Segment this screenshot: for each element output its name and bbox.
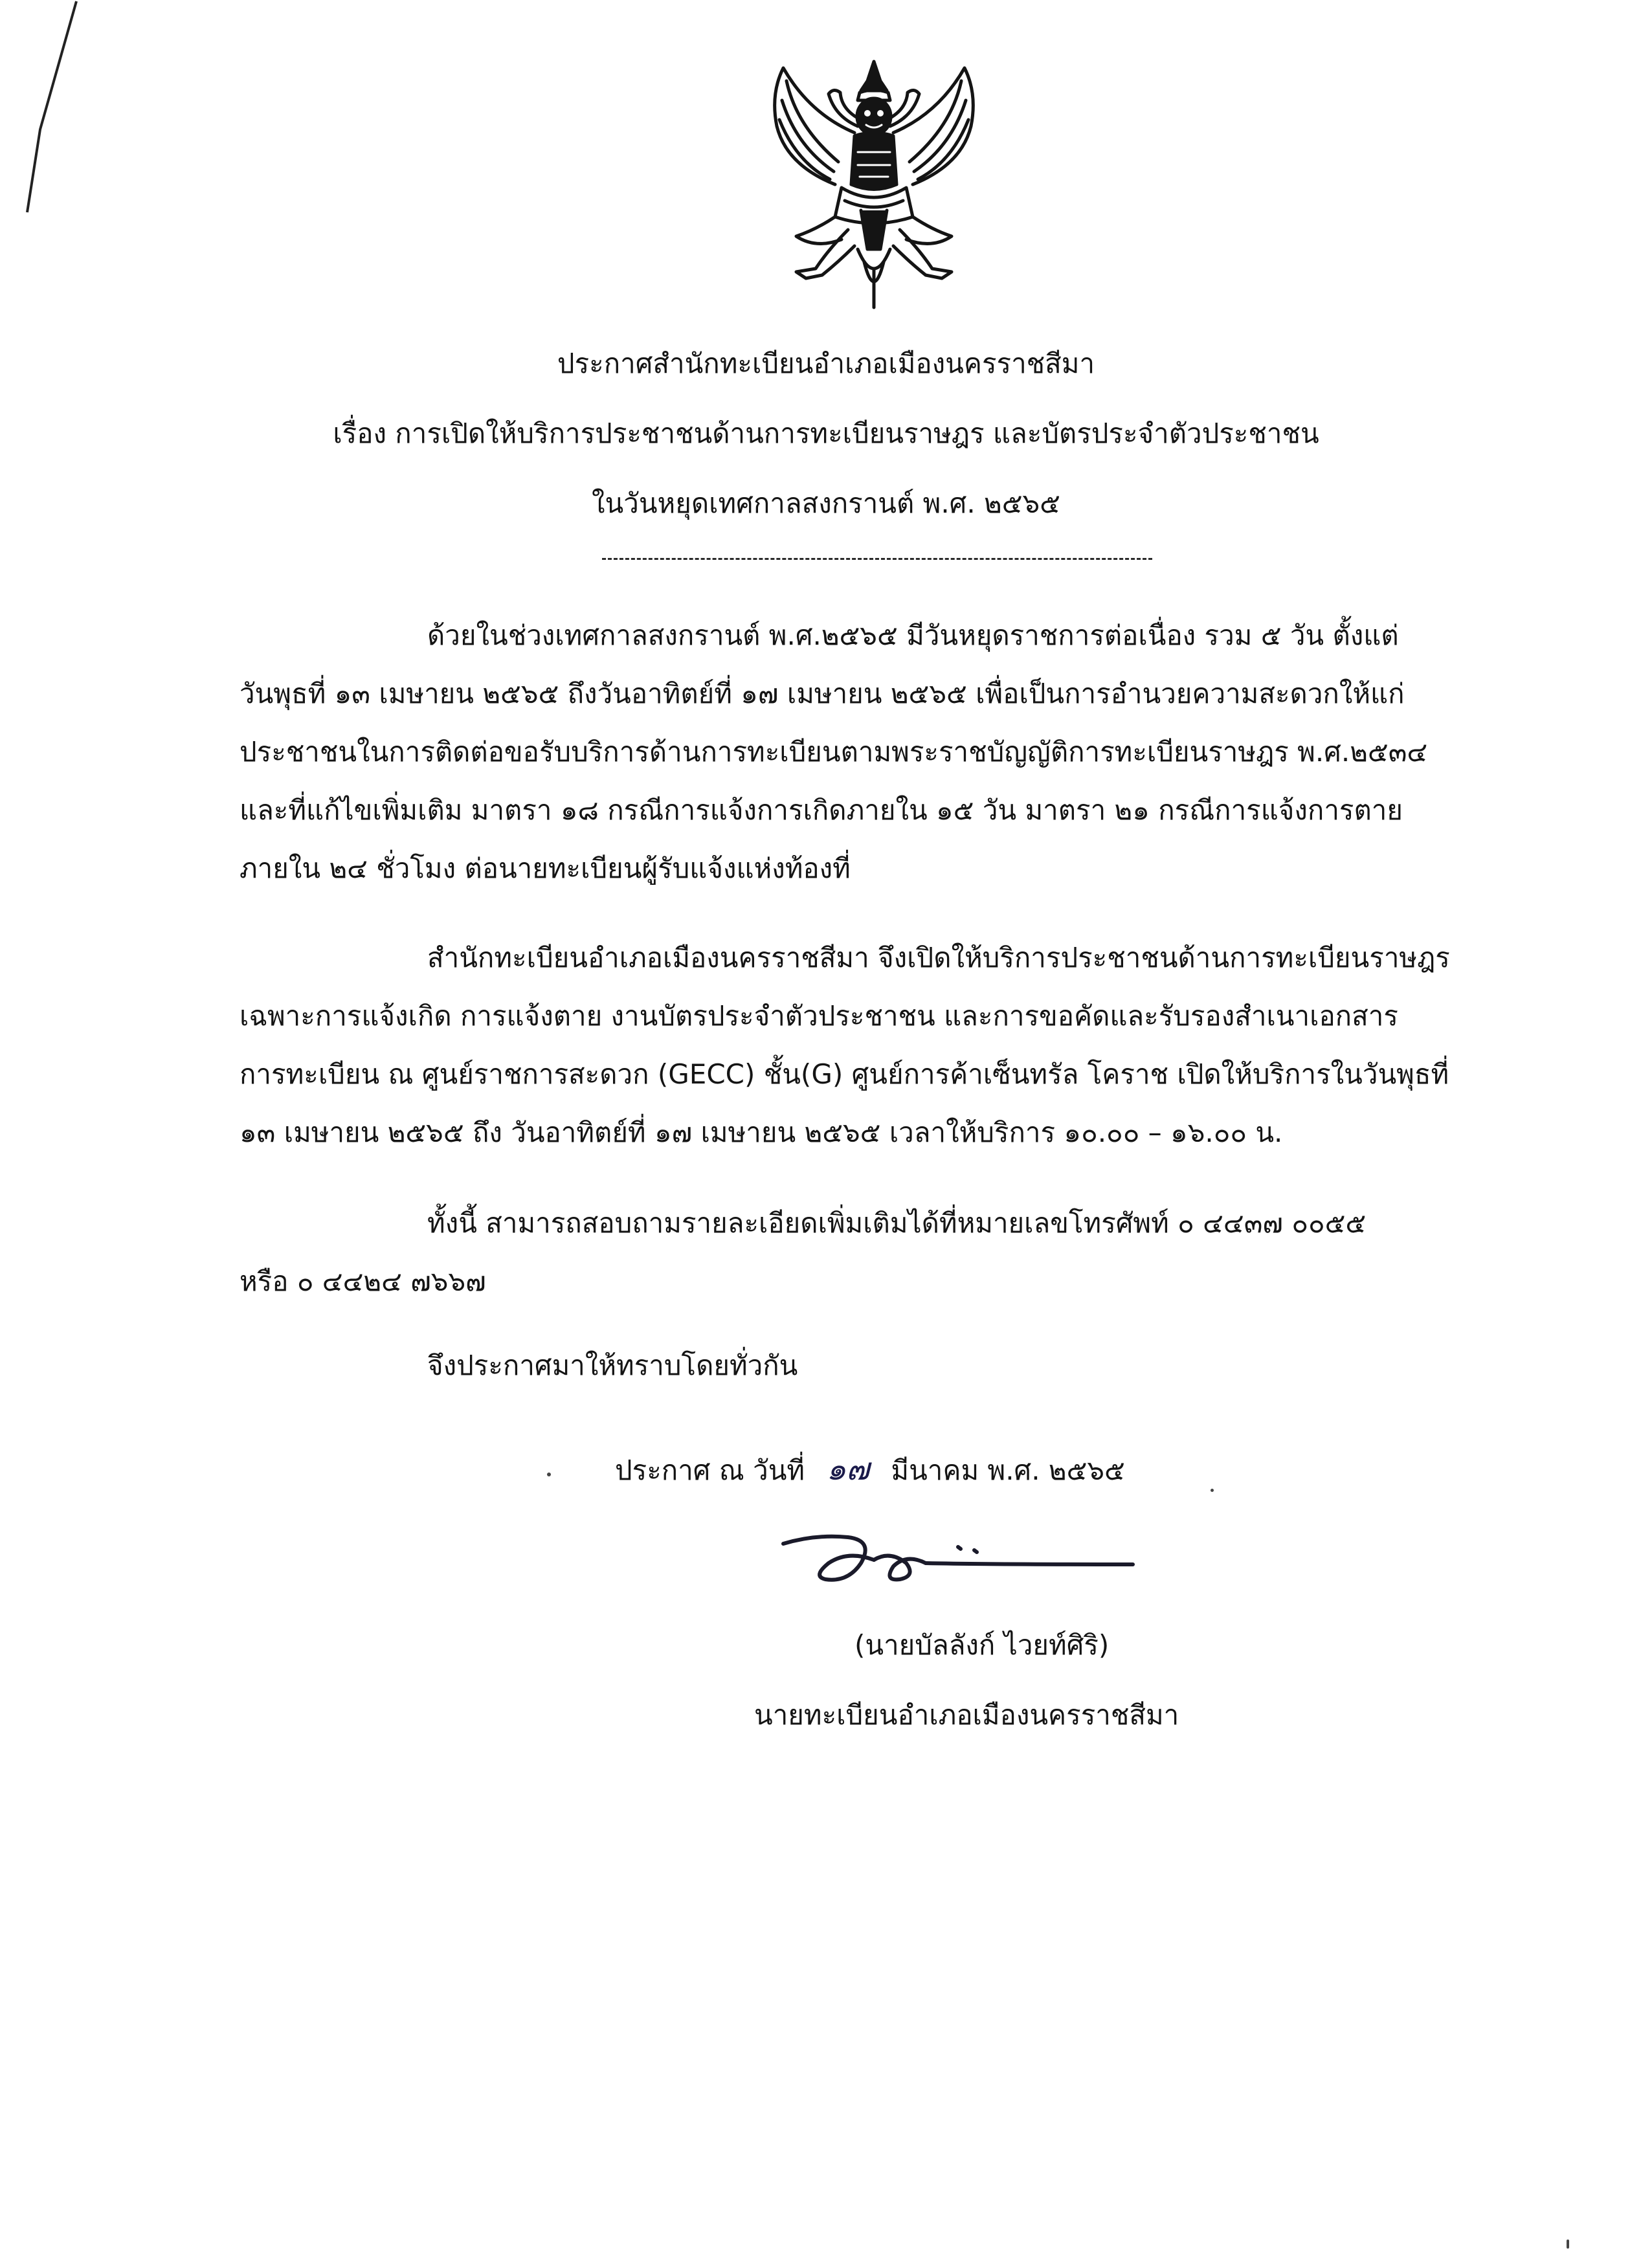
paragraph-1-line-4: และที่แก้ไขเพิ่มเติม มาตรา ๑๘ กรณีการแจ้งการเกิดภายใน ๑๕ วัน มาตรา ๒๑ กรณีการแจ้งการตาย <box>240 794 1403 826</box>
paragraph-2-line-3: การทะเบียน ณ ศูนย์ราชการสะดวก (GECC) ชั้น(G) ศูนย์การค้าเซ็นทรัล โคราช เปิดให้บริการในวันพุธที่ <box>240 1058 1449 1090</box>
paragraph-3-line-2: หรือ ๐ ๔๔๒๔ ๗๖๖๗ <box>240 1265 486 1297</box>
scan-speck <box>1211 1489 1214 1492</box>
handwritten-signature-icon <box>777 1524 1139 1615</box>
announcement-date <box>615 1450 1125 1490</box>
scan-speck <box>547 1473 551 1476</box>
paragraph-2-line-4: ๑๓ เมษายน ๒๕๖๕ ถึง วันอาทิตย์ที่ ๑๗ เมษายน ๒๕๖๕ เวลาให้บริการ ๑๐.๐๐ – ๑๖.๐๐ น. <box>240 1117 1283 1148</box>
paragraph-1-line-3: ประชาชนในการติดต่อขอรับบริการด้านการทะเบียนตามพระราชบัญญัติการทะเบียนราษฎร พ.ศ.๒๕๓๔ <box>240 736 1428 768</box>
scan-speck <box>1567 2240 1569 2249</box>
signer-position: นายทะเบียนอำเภอเมืองนครราชสีมา <box>754 1699 1179 1731</box>
paragraph-1-line-1: ด้วยในช่วงเทศกาลสงกรานต์ พ.ศ.๒๕๖๕ มีวันหยุดราชการต่อเนื่อง รวม ๕ วัน ตั้งแต่ <box>427 619 1399 651</box>
announcement-subject-continued: ในวันหยุดเทศกาลสงกรานต์ พ.ศ. ๒๕๖๕ <box>592 487 1060 519</box>
handwritten-day: ๑๗ <box>826 1451 870 1487</box>
date-prefix: ประกาศ ณ วันที่ <box>615 1454 805 1486</box>
paragraph-2-line-2: เฉพาะการแจ้งเกิด การแจ้งตาย งานบัตรประจำตัวประชาชน และการขอคัดและรับรองสำเนาเอกสาร <box>240 1000 1398 1032</box>
announcement-subject: เรื่อง การเปิดให้บริการประชาชนด้านการทะเบียนราษฎร และบัตรประจำตัวประชาชน <box>333 417 1319 449</box>
signer-name: (นายบัลลังก์ ไวยท์ศิริ) <box>854 1629 1110 1661</box>
dashed-divider <box>602 558 1152 560</box>
date-suffix: มีนาคม พ.ศ. ๒๕๖๕ <box>891 1454 1125 1486</box>
announcement-title: ประกาศสำนักทะเบียนอำเภอเมืองนครราชสีมา <box>557 348 1095 379</box>
paragraph-1-line-2: วันพุธที่ ๑๓ เมษายน ๒๕๖๕ ถึงวันอาทิตย์ที่ ๑๗ เมษายน ๒๕๖๕ เพื่อเป็นการอำนวยความสะดวกให้แก่ <box>240 678 1405 709</box>
folded-corner <box>0 0 78 220</box>
closing-statement: จึงประกาศมาให้ทราบโดยทั่วกัน <box>427 1350 798 1381</box>
paragraph-3-line-1: ทั้งนี้ สามารถสอบถามรายละเอียดเพิ่มเติมได้ที่หมายเลขโทรศัพท์ ๐ ๔๔๓๗ ๐๐๕๕ <box>427 1207 1367 1239</box>
paragraph-2-line-1: สำนักทะเบียนอำเภอเมืองนครราชสีมา จึงเปิดให้บริการประชาชนด้านการทะเบียนราษฎร <box>427 942 1450 973</box>
paragraph-1-line-5: ภายใน ๒๔ ชั่วโมง ต่อนายทะเบียนผู้รับแจ้งแห่งท้องที่ <box>240 852 851 884</box>
garuda-emblem-icon <box>757 55 990 314</box>
